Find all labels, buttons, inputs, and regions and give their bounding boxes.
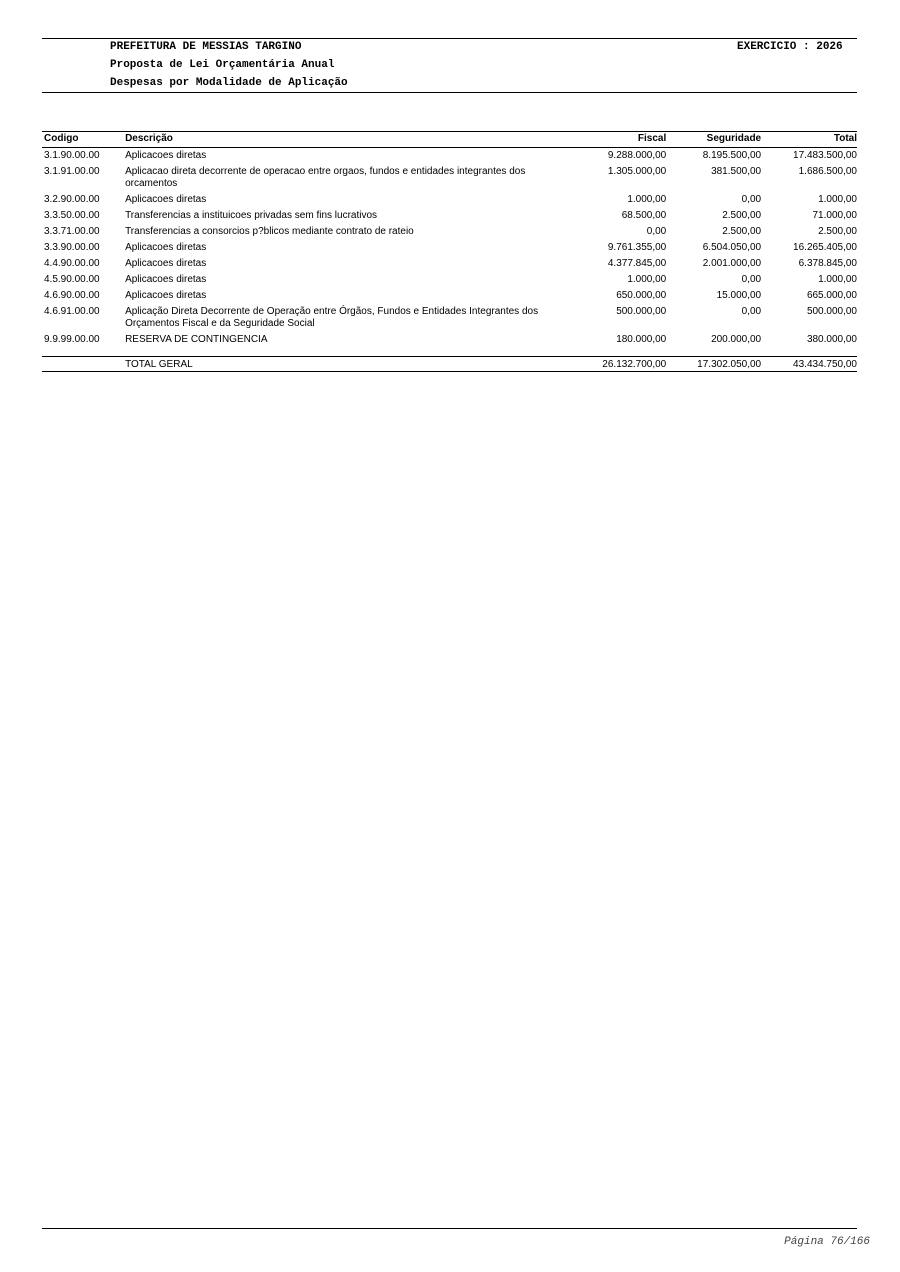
description-cell: Aplicacoes diretas (125, 150, 207, 161)
fiscal-cell: 650.000,00 (616, 290, 667, 301)
table-row (42, 332, 857, 348)
code-cell: 4.6.91.00.00 (44, 306, 100, 317)
header-top-rule (42, 38, 857, 39)
description-cell: RESERVA DE CONTINGENCIA (125, 334, 268, 345)
total-cell: 665.000,00 (806, 290, 857, 301)
fiscal-cell: 180.000,00 (616, 334, 667, 345)
code-cell: 4.6.90.00.00 (44, 290, 100, 301)
total-cell: 6.378.845,00 (798, 258, 857, 269)
table-header-row (42, 132, 857, 148)
seguridade-cell: 0,00 (741, 194, 762, 205)
col-header-codigo: Codigo (42, 132, 125, 148)
table-row (42, 192, 857, 208)
code-cell: 3.3.50.00.00 (44, 210, 100, 221)
code-cell: 3.2.90.00.00 (44, 194, 100, 205)
fiscal-cell: 500.000,00 (616, 306, 667, 317)
code-cell: 3.3.71.00.00 (44, 226, 100, 237)
seguridade-cell: 2.500,00 (722, 226, 762, 237)
page-number: Página 76/166 (784, 1236, 870, 1248)
code-cell: 4.4.90.00.00 (44, 258, 100, 269)
fiscal-cell: 9.761.355,00 (607, 242, 667, 253)
table-row (42, 164, 857, 192)
code-cell: 9.9.99.00.00 (44, 334, 100, 345)
table-row (42, 208, 857, 224)
total-cell: 1.000,00 (818, 194, 857, 205)
seguridade-cell: 200.000,00 (711, 334, 762, 345)
fiscal-cell: 9.288.000,00 (607, 150, 667, 161)
total-cell: 500.000,00 (806, 306, 857, 317)
totals-seguridade: 17.302.050,00 (666, 357, 761, 372)
total-cell: 17.483.500,00 (793, 150, 857, 161)
col-header-fiscal: Fiscal (572, 132, 666, 148)
description-cell: Aplicacoes diretas (125, 242, 207, 253)
col-header-total: Total (761, 132, 857, 148)
footer-rule (42, 1228, 857, 1229)
org-name: PREFEITURA DE MESSIAS TARGINO (110, 41, 302, 53)
col-header-seguridade: Seguridade (666, 132, 761, 148)
totals-spacer (42, 348, 857, 357)
total-cell: 71.000,00 (812, 210, 857, 221)
totals-total: 43.434.750,00 (761, 357, 857, 372)
description-cell: Aplicacoes diretas (125, 290, 207, 301)
table-row (42, 240, 857, 256)
seguridade-cell: 2.001.000,00 (702, 258, 762, 269)
fiscal-cell: 1.305.000,00 (607, 166, 667, 177)
report-subtitle: Proposta de Lei Orçamentária Anual (110, 59, 335, 71)
col-header-descricao: Descrição (125, 132, 572, 148)
table-row (42, 304, 857, 332)
seguridade-cell: 0,00 (741, 274, 762, 285)
code-cell: 3.3.90.00.00 (44, 242, 100, 253)
total-cell: 1.686.500,00 (798, 166, 857, 177)
totals-code-cell (42, 357, 125, 372)
totals-row (42, 357, 857, 372)
description-cell: Aplicacao direta decorrente de operacao entre orgaos, fundos e entidades integrantes dos orcamentos (125, 166, 526, 189)
description-cell: Aplicacoes diretas (125, 194, 207, 205)
total-cell: 380.000,00 (806, 334, 857, 345)
total-cell: 16.265.405,00 (793, 242, 857, 253)
seguridade-cell: 6.504.050,00 (702, 242, 762, 253)
expenses-table (42, 131, 857, 372)
code-cell: 4.5.90.00.00 (44, 274, 100, 285)
seguridade-cell: 381.500,00 (711, 166, 762, 177)
seguridade-cell: 0,00 (741, 306, 762, 317)
table-row (42, 148, 857, 165)
total-cell: 1.000,00 (818, 274, 857, 285)
fiscal-cell: 4.377.845,00 (607, 258, 667, 269)
table-row (42, 272, 857, 288)
fiscal-cell: 1.000,00 (627, 194, 667, 205)
report-title: Despesas por Modalidade de Aplicação (110, 77, 348, 89)
fiscal-cell: 68.500,00 (621, 210, 667, 221)
total-cell: 2.500,00 (818, 226, 857, 237)
fiscal-cell: 0,00 (646, 226, 667, 237)
code-cell: 3.1.90.00.00 (44, 150, 100, 161)
totals-label: TOTAL GERAL (125, 357, 572, 372)
totals-fiscal: 26.132.700,00 (572, 357, 666, 372)
seguridade-cell: 2.500,00 (722, 210, 762, 221)
seguridade-cell: 15.000,00 (716, 290, 762, 301)
seguridade-cell: 8.195.500,00 (702, 150, 762, 161)
fiscal-cell: 1.000,00 (627, 274, 667, 285)
table-row (42, 256, 857, 272)
table-row (42, 224, 857, 240)
table-row (42, 288, 857, 304)
exercicio-label: EXERCICIO : 2026 (737, 41, 843, 53)
description-cell: Aplicação Direta Decorrente de Operação entre Órgãos, Fundos e Entidades Integrantes dos Orçamentos Fiscal e da Seguridade Social (125, 306, 539, 329)
description-cell: Transferencias a instituicoes privadas sem fins lucrativos (125, 210, 378, 221)
header-bottom-rule (42, 92, 857, 93)
description-cell: Transferencias a consorcios p?blicos mediante contrato de rateio (125, 226, 414, 237)
description-cell: Aplicacoes diretas (125, 258, 207, 269)
code-cell: 3.1.91.00.00 (44, 166, 100, 177)
description-cell: Aplicacoes diretas (125, 274, 207, 285)
